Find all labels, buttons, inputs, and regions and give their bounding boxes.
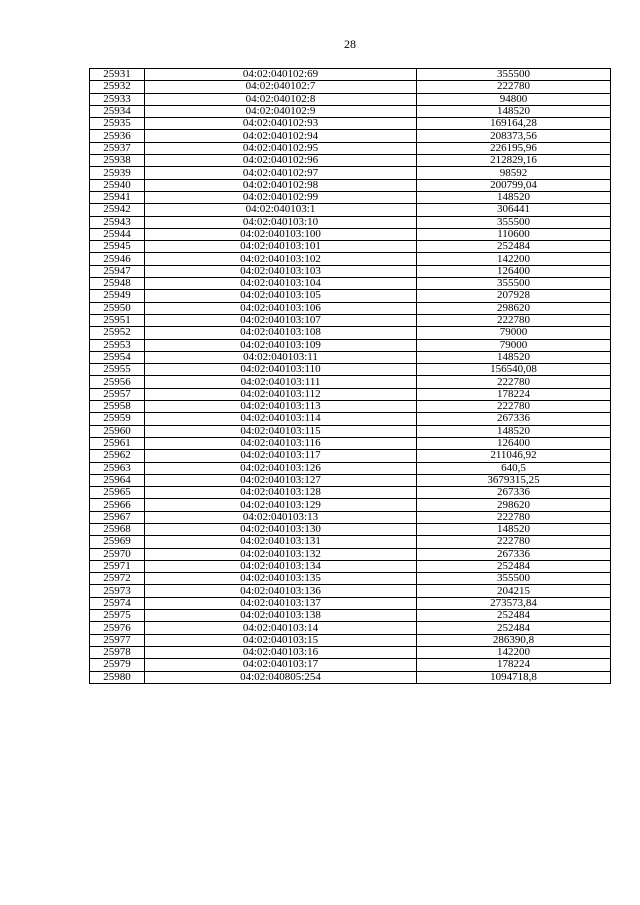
row-number-cell: 25943 [90, 216, 145, 228]
table-row [90, 130, 611, 142]
row-number-cell: 25958 [90, 401, 145, 413]
cadastral-number-cell: 04:02:040103:15 [145, 634, 417, 646]
row-number-cell: 25980 [90, 671, 145, 683]
cadastral-number-cell: 04:02:040102:96 [145, 155, 417, 167]
cadastral-number-cell: 04:02:040103:10 [145, 216, 417, 228]
cadastral-number-cell: 04:02:040103:103 [145, 265, 417, 277]
row-number-cell: 25978 [90, 646, 145, 658]
cadastral-value-cell: 148520 [417, 105, 611, 117]
table-row [90, 93, 611, 105]
cadastral-value-cell: 222780 [417, 376, 611, 388]
table-row [90, 142, 611, 154]
table-row [90, 302, 611, 314]
cadastral-number-cell: 04:02:040102:98 [145, 179, 417, 191]
row-number-cell: 25940 [90, 179, 145, 191]
cadastral-number-cell: 04:02:040103:128 [145, 487, 417, 499]
row-number-cell: 25965 [90, 487, 145, 499]
row-number-cell: 25954 [90, 351, 145, 363]
cadastral-number-cell: 04:02:040103:132 [145, 548, 417, 560]
row-number-cell: 25979 [90, 659, 145, 671]
cadastral-number-cell: 04:02:040103:1 [145, 204, 417, 216]
cadastral-value-cell: 207928 [417, 290, 611, 302]
cadastral-value-cell: 126400 [417, 265, 611, 277]
row-number-cell: 25970 [90, 548, 145, 560]
cadastral-number-cell: 04:02:040103:101 [145, 241, 417, 253]
cadastral-value-cell: 94800 [417, 93, 611, 105]
row-number-cell: 25966 [90, 499, 145, 511]
cadastral-value-cell: 222780 [417, 314, 611, 326]
cadastral-number-cell: 04:02:040103:113 [145, 401, 417, 413]
cadastral-value-cell: 208373,56 [417, 130, 611, 142]
cadastral-value-cell: 306441 [417, 204, 611, 216]
cadastral-value-cell: 178224 [417, 659, 611, 671]
cadastral-value-cell: 79000 [417, 327, 611, 339]
row-number-cell: 25977 [90, 634, 145, 646]
table-row [90, 265, 611, 277]
cadastral-value-cell: 200799,04 [417, 179, 611, 191]
table-row [90, 597, 611, 609]
table-row [90, 216, 611, 228]
row-number-cell: 25947 [90, 265, 145, 277]
cadastral-value-cell: 178224 [417, 388, 611, 400]
cadastral-value-cell: 222780 [417, 401, 611, 413]
row-number-cell: 25963 [90, 462, 145, 474]
row-number-cell: 25936 [90, 130, 145, 142]
table-row [90, 622, 611, 634]
table-row [90, 536, 611, 548]
table-row [90, 388, 611, 400]
row-number-cell: 25964 [90, 474, 145, 486]
cadastral-number-cell: 04:02:040103:102 [145, 253, 417, 265]
cadastral-number-cell: 04:02:040103:117 [145, 450, 417, 462]
cadastral-number-cell: 04:02:040103:137 [145, 597, 417, 609]
cadastral-number-cell: 04:02:040103:129 [145, 499, 417, 511]
cadastral-value-cell: 640,5 [417, 462, 611, 474]
cadastral-value-cell: 98592 [417, 167, 611, 179]
row-number-cell: 25952 [90, 327, 145, 339]
cadastral-number-cell: 04:02:040102:7 [145, 81, 417, 93]
table-row [90, 437, 611, 449]
row-number-cell: 25975 [90, 610, 145, 622]
table-row [90, 253, 611, 265]
cadastral-number-cell: 04:02:040103:130 [145, 523, 417, 535]
cadastral-number-cell: 04:02:040102:97 [145, 167, 417, 179]
table-row [90, 671, 611, 683]
table-row [90, 610, 611, 622]
row-number-cell: 25968 [90, 523, 145, 535]
cadastral-number-cell: 04:02:040103:104 [145, 278, 417, 290]
row-number-cell: 25939 [90, 167, 145, 179]
row-number-cell: 25933 [90, 93, 145, 105]
row-number-cell: 25972 [90, 573, 145, 585]
row-number-cell: 25934 [90, 105, 145, 117]
row-number-cell: 25932 [90, 81, 145, 93]
cadastral-value-cell: 273573,84 [417, 597, 611, 609]
cadastral-value-cell: 267336 [417, 548, 611, 560]
cadastral-number-cell: 04:02:040102:95 [145, 142, 417, 154]
table-row [90, 425, 611, 437]
cadastral-value-cell: 3679315,25 [417, 474, 611, 486]
table-row [90, 179, 611, 191]
cadastral-value-cell: 148520 [417, 351, 611, 363]
cadastral-number-cell: 04:02:040805:254 [145, 671, 417, 683]
cadastral-value-cell: 211046,92 [417, 450, 611, 462]
cadastral-number-cell: 04:02:040103:110 [145, 364, 417, 376]
row-number-cell: 25971 [90, 560, 145, 572]
row-number-cell: 25948 [90, 278, 145, 290]
cadastral-value-cell: 169164,28 [417, 118, 611, 130]
table-row [90, 413, 611, 425]
cadastral-value-cell: 148520 [417, 425, 611, 437]
table-row [90, 155, 611, 167]
table-row [90, 191, 611, 203]
row-number-cell: 25962 [90, 450, 145, 462]
cadastral-number-cell: 04:02:040103:108 [145, 327, 417, 339]
row-number-cell: 25937 [90, 142, 145, 154]
cadastral-value-table [89, 68, 611, 684]
cadastral-number-cell: 04:02:040103:112 [145, 388, 417, 400]
row-number-cell: 25942 [90, 204, 145, 216]
cadastral-number-cell: 04:02:040103:106 [145, 302, 417, 314]
row-number-cell: 25953 [90, 339, 145, 351]
table-row [90, 401, 611, 413]
cadastral-number-cell: 04:02:040102:99 [145, 191, 417, 203]
row-number-cell: 25938 [90, 155, 145, 167]
cadastral-number-cell: 04:02:040103:100 [145, 228, 417, 240]
table-row [90, 474, 611, 486]
cadastral-value-cell: 148520 [417, 523, 611, 535]
cadastral-number-cell: 04:02:040103:105 [145, 290, 417, 302]
cadastral-number-cell: 04:02:040103:131 [145, 536, 417, 548]
table-row [90, 339, 611, 351]
row-number-cell: 25973 [90, 585, 145, 597]
cadastral-value-cell: 286390,8 [417, 634, 611, 646]
cadastral-number-cell: 04:02:040103:126 [145, 462, 417, 474]
row-number-cell: 25960 [90, 425, 145, 437]
table-row [90, 548, 611, 560]
cadastral-number-cell: 04:02:040103:107 [145, 314, 417, 326]
row-number-cell: 25950 [90, 302, 145, 314]
cadastral-value-cell: 355500 [417, 69, 611, 81]
cadastral-number-cell: 04:02:040103:136 [145, 585, 417, 597]
row-number-cell: 25967 [90, 511, 145, 523]
cadastral-value-cell: 252484 [417, 241, 611, 253]
row-number-cell: 25957 [90, 388, 145, 400]
page-number: 28 [344, 37, 356, 51]
table-row [90, 118, 611, 130]
table-row [90, 499, 611, 511]
cadastral-number-cell: 04:02:040102:9 [145, 105, 417, 117]
table-row [90, 364, 611, 376]
cadastral-number-cell: 04:02:040103:109 [145, 339, 417, 351]
cadastral-number-cell: 04:02:040103:138 [145, 610, 417, 622]
cadastral-number-cell: 04:02:040103:134 [145, 560, 417, 572]
row-number-cell: 25969 [90, 536, 145, 548]
row-number-cell: 25956 [90, 376, 145, 388]
cadastral-number-cell: 04:02:040103:13 [145, 511, 417, 523]
cadastral-value-cell: 355500 [417, 216, 611, 228]
table-row [90, 560, 611, 572]
cadastral-number-cell: 04:02:040103:11 [145, 351, 417, 363]
cadastral-value-cell: 252484 [417, 622, 611, 634]
cadastral-value-cell: 252484 [417, 560, 611, 572]
cadastral-number-cell: 04:02:040103:14 [145, 622, 417, 634]
cadastral-number-cell: 04:02:040103:17 [145, 659, 417, 671]
row-number-cell: 25944 [90, 228, 145, 240]
row-number-cell: 25951 [90, 314, 145, 326]
cadastral-number-cell: 04:02:040102:93 [145, 118, 417, 130]
table-body [90, 69, 611, 684]
row-number-cell: 25931 [90, 69, 145, 81]
table-row [90, 290, 611, 302]
cadastral-number-cell: 04:02:040103:135 [145, 573, 417, 585]
cadastral-number-cell: 04:02:040103:116 [145, 437, 417, 449]
table-row [90, 462, 611, 474]
table-row [90, 585, 611, 597]
table-row [90, 278, 611, 290]
cadastral-value-cell: 222780 [417, 536, 611, 548]
row-number-cell: 25955 [90, 364, 145, 376]
cadastral-value-cell: 204215 [417, 585, 611, 597]
row-number-cell: 25974 [90, 597, 145, 609]
row-number-cell: 25945 [90, 241, 145, 253]
table-row [90, 634, 611, 646]
table-row [90, 351, 611, 363]
cadastral-number-cell: 04:02:040102:94 [145, 130, 417, 142]
cadastral-value-cell: 142200 [417, 646, 611, 658]
row-number-cell: 25949 [90, 290, 145, 302]
table-row [90, 573, 611, 585]
table-row [90, 69, 611, 81]
row-number-cell: 25959 [90, 413, 145, 425]
table-row [90, 241, 611, 253]
cadastral-number-cell: 04:02:040103:115 [145, 425, 417, 437]
cadastral-value-cell: 79000 [417, 339, 611, 351]
cadastral-value-cell: 222780 [417, 511, 611, 523]
table-row [90, 81, 611, 93]
cadastral-value-cell: 156540,08 [417, 364, 611, 376]
table-row [90, 105, 611, 117]
table-row [90, 487, 611, 499]
cadastral-number-cell: 04:02:040103:127 [145, 474, 417, 486]
row-number-cell: 25976 [90, 622, 145, 634]
cadastral-value-cell: 226195,96 [417, 142, 611, 154]
table-row [90, 204, 611, 216]
table-row [90, 523, 611, 535]
cadastral-value-cell: 148520 [417, 191, 611, 203]
cadastral-number-cell: 04:02:040103:16 [145, 646, 417, 658]
cadastral-value-cell: 1094718,8 [417, 671, 611, 683]
row-number-cell: 25935 [90, 118, 145, 130]
cadastral-value-cell: 126400 [417, 437, 611, 449]
table-row [90, 167, 611, 179]
cadastral-number-cell: 04:02:040103:111 [145, 376, 417, 388]
table-row [90, 659, 611, 671]
cadastral-value-cell: 355500 [417, 278, 611, 290]
table-row [90, 450, 611, 462]
cadastral-value-cell: 252484 [417, 610, 611, 622]
cadastral-value-cell: 298620 [417, 499, 611, 511]
cadastral-value-cell: 355500 [417, 573, 611, 585]
table-row [90, 511, 611, 523]
cadastral-number-cell: 04:02:040102:69 [145, 69, 417, 81]
cadastral-value-cell: 298620 [417, 302, 611, 314]
table-row [90, 646, 611, 658]
cadastral-value-cell: 212829,16 [417, 155, 611, 167]
cadastral-number-cell: 04:02:040103:114 [145, 413, 417, 425]
row-number-cell: 25961 [90, 437, 145, 449]
table-row [90, 376, 611, 388]
cadastral-number-cell: 04:02:040102:8 [145, 93, 417, 105]
cadastral-value-cell: 222780 [417, 81, 611, 93]
table-row [90, 228, 611, 240]
cadastral-value-cell: 267336 [417, 487, 611, 499]
cadastral-value-cell: 110600 [417, 228, 611, 240]
table-row [90, 327, 611, 339]
table-row [90, 314, 611, 326]
row-number-cell: 25946 [90, 253, 145, 265]
cadastral-value-cell: 142200 [417, 253, 611, 265]
row-number-cell: 25941 [90, 191, 145, 203]
cadastral-value-cell: 267336 [417, 413, 611, 425]
